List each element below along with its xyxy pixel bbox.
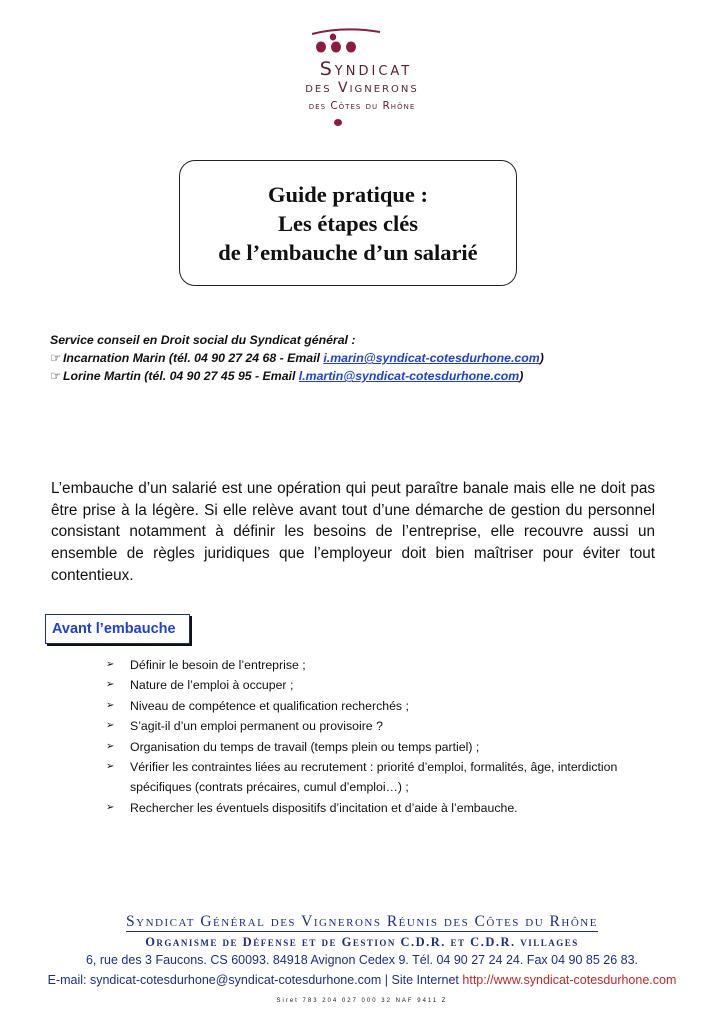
arrow-bullet-icon: ➢ [106,761,115,773]
list-item: ➢ Organisation du temps de travail (temps plein ou temps partiel) ; [106,737,666,757]
logo-text-syndicat: Syndicat [319,58,413,80]
list-item: ➢ S’agit-il d’un emploi permanent ou provisoire ? [106,716,666,736]
title-line-3: de l’embauche d’un salarié [218,239,478,265]
list-item: ➢ Définir le besoin de l’entreprise ; [106,655,666,675]
contact-email-link[interactable]: l.martin@syndicat-cotesdurhone.com [298,369,520,383]
intro-paragraph: L’embauche d’un salarié est une opération qui peut paraître banale mais elle ne doit pas être prise à la légère. Si elle relève avant tout d’une démarche de gestion du personnel consistant notamment à définir les besoins de l’entreprise, elle recouvre aussi un ensemble de règles juridiques que l’employeur doit bien maîtriser pour éviter tout contentieux. [51,480,655,584]
footer-email[interactable]: syndicat-cotesdurhone@syndicat-cotesdurhone.com [89,973,382,987]
title-line-2: Les étapes clés [278,210,418,236]
email-label: E-mail [47,973,84,987]
arrow-bullet-icon: ➢ [106,740,115,752]
list-item: ➢ Rechercher les éventuels dispositifs d’incitation et d’aide à l’embauche. [106,798,666,818]
syndicat-logo [0,28,724,133]
arrow-bullet-icon: ➢ [106,801,115,813]
title-line-1: Guide pratique : [267,181,429,207]
arrow-bullet-icon: ➢ [106,699,115,711]
logo-text-vignerons: des Vignerons [305,80,419,96]
pointing-hand-icon: ☞ [50,351,62,365]
pointing-hand-icon: ☞ [50,369,62,383]
footer-address: 6, rue des 3 Faucons. CS 60093. 84918 Avignon Cedex 9. Tél. 04 90 27 24 24. Fax 04 90 85 26 83. [85,953,639,967]
arrow-bullet-icon: ➢ [106,659,115,670]
contact-text: Lorine Martin (tél. 04 90 27 45 95 - Email [63,369,299,383]
arrow-bullet-icon: ➢ [106,720,115,732]
title-box [179,160,517,286]
footer-subtitle: Organisme de Défense et de Gestion C.D.R. et C.D.R. villages [145,935,579,949]
section-heading: Avant l’embauche [45,614,190,644]
footer-website[interactable]: http://www.syndicat-cotesdurhone.com [462,973,677,987]
contact-email-link[interactable]: i.marin@syndicat-cotesdurhone.com [323,351,540,365]
footer-contact: E-mail: syndicat-cotesdurhone@syndicat-cotesdurhone.com | Site Internet http://www.syndicat-cotesdurhone.com [47,973,677,987]
site-label: Site Internet [391,973,459,987]
list-item: ➢ Vérifier les contraintes liées au recrutement : priorité d’emploi, formalités, âge, interdiction spécifiques (contrats précaires, cumul d’emploi…) ; [106,757,666,798]
contact-line [50,367,544,385]
grapes-logo-icon [308,28,388,54]
logo-text-region: des Côtes du Rhône [308,100,416,112]
contact-suffix: ) [519,369,524,383]
list-item: ➢ Nature de l’emploi à occuper ; [106,675,666,695]
footer-siret: Siret 783 204 027 000 32 NAF 9411 Z [276,998,448,1004]
footer-organization: Syndicat Général des Vignerons Réunis des Côtes du Rhône [126,913,598,930]
checklist [106,655,666,818]
contact-text: Incarnation Marin (tél. 04 90 27 24 68 - Email [63,351,324,365]
contact-suffix: ) [539,351,544,365]
list-item: ➢ Niveau de compétence et qualification recherchés ; [106,696,666,716]
logo-dot [334,119,342,126]
arrow-bullet-icon: ➢ [106,679,115,691]
contacts-block [50,331,544,385]
contact-line [50,349,544,367]
contacts-heading: Service conseil en Droit social du Syndicat général : [50,333,356,347]
